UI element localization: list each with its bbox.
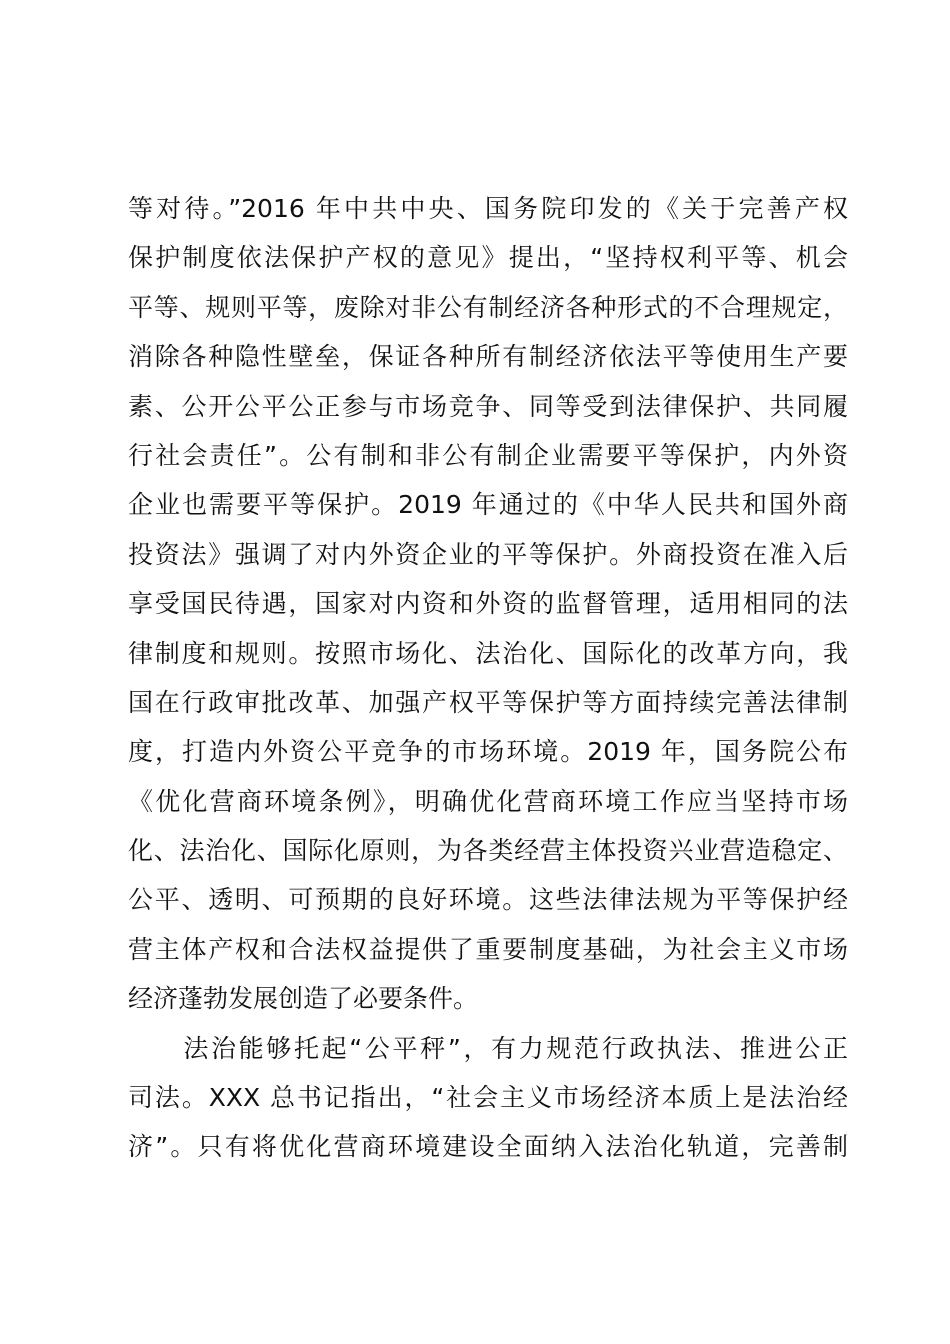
text-line: 投资法》强调了对内外资企业的平等保护。外商投资在准入后 — [128, 539, 848, 569]
text-line: 法治能够托起“公平秤”，有力规范行政执法、推进公正 — [128, 1033, 848, 1063]
text-line: 司法。XXX 总书记指出，“社会主义市场经济本质上是法治经 — [128, 1083, 848, 1113]
text-line: 享受国民待遇，国家对内资和外资的监督管理，适用相同的法 — [128, 589, 848, 619]
text-line: 保护制度依法保护产权的意见》提出，“坚持权利平等、机会 — [128, 243, 848, 273]
text-line: 行社会责任”。公有制和非公有制企业需要平等保护，内外资 — [128, 440, 848, 470]
text-line: 等对待。”2016 年中共中央、国务院印发的《关于完善产权 — [128, 194, 848, 223]
text-line: 企业也需要平等保护。2019 年通过的《中华人民共和国外商 — [128, 490, 848, 520]
text-line: 化、法治化、国际化原则，为各类经营主体投资兴业营造稳定、 — [128, 836, 848, 866]
text-line: 消除各种隐性壁垒，保证各种所有制经济依法平等使用生产要 — [128, 342, 848, 372]
text-line: 国在行政审批改革、加强产权平等保护等方面持续完善法律制 — [128, 687, 848, 717]
text-line: 平等、规则平等，废除对非公有制经济各种形式的不合理规定， — [128, 292, 848, 322]
text-line: 营主体产权和合法权益提供了重要制度基础，为社会主义市场 — [128, 934, 848, 964]
text-line: 素、公开公平公正参与市场竞争、同等受到法律保护、共同履 — [128, 391, 848, 421]
text-line: 济”。只有将优化营商环境建设全面纳入法治化轨道，完善制 — [128, 1132, 848, 1162]
text-line: 律制度和规则。按照市场化、法治化、国际化的改革方向，我 — [128, 638, 848, 668]
paragraph-end-line: 经济蓬勃发展创造了必要条件。 — [128, 984, 479, 1014]
text-line: 公平、透明、可预期的良好环境。这些法律法规为平等保护经 — [128, 885, 848, 915]
text-line: 《优化营商环境条例》，明确优化营商环境工作应当坚持市场 — [128, 786, 848, 816]
text-line: 度，打造内外资公平竞争的市场环境。2019 年，国务院公布 — [128, 737, 848, 767]
body-text — [128, 184, 848, 1172]
